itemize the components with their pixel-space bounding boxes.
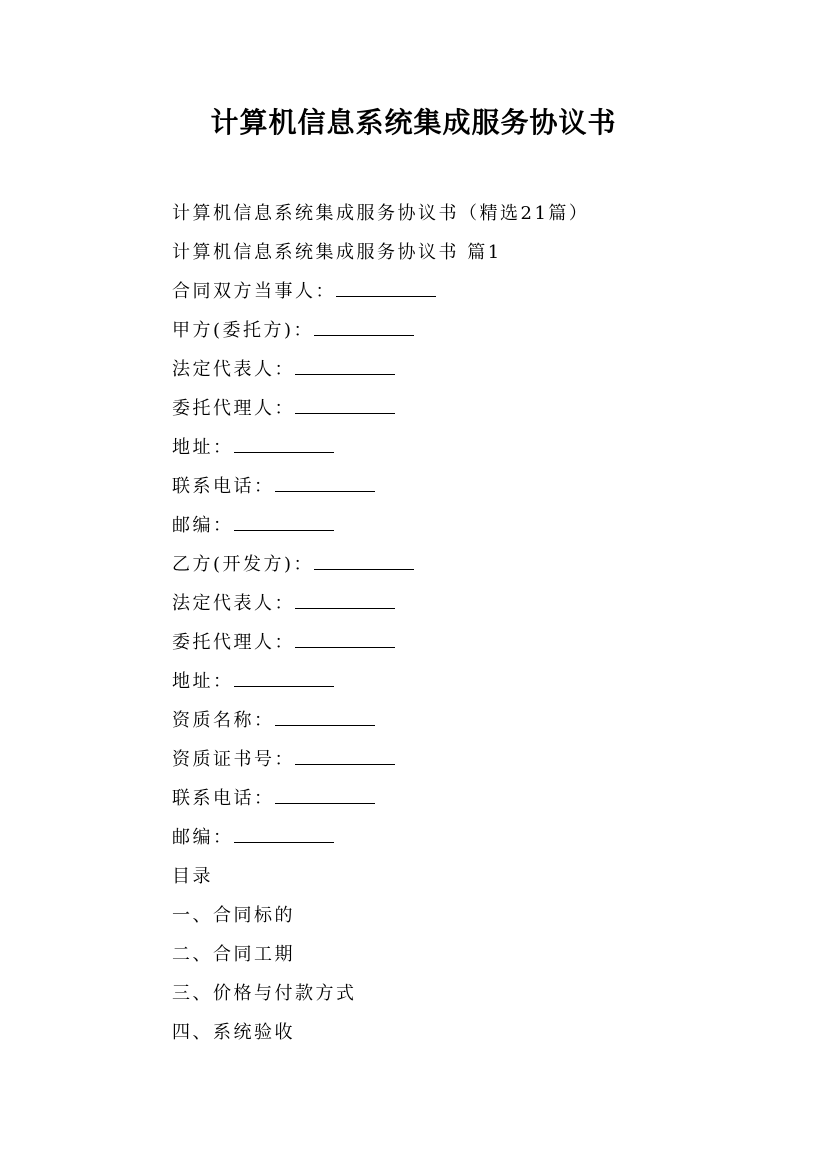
fill-blank xyxy=(275,791,375,804)
fill-blank xyxy=(275,479,375,492)
party-a-phone-field xyxy=(172,467,792,506)
field-label: 联系电话： xyxy=(172,476,275,497)
party-a-field xyxy=(172,311,792,350)
fill-blank xyxy=(234,674,334,687)
toc-item xyxy=(172,974,792,1013)
field-label: 资质证书号： xyxy=(172,749,295,770)
party-b-address-field xyxy=(172,662,792,701)
section-heading xyxy=(172,233,792,272)
toc-heading xyxy=(172,857,792,896)
party-a-agent-field xyxy=(172,389,792,428)
toc-item-text: 一、合同标的 xyxy=(172,905,295,926)
section-heading-text: 计算机信息系统集成服务协议书 篇1 xyxy=(172,242,502,263)
party-b-agent-field xyxy=(172,623,792,662)
field-label: 委托代理人： xyxy=(172,632,295,653)
field-label: 合同双方当事人： xyxy=(172,281,336,302)
fill-blank xyxy=(314,323,414,336)
party-a-legal-rep-field xyxy=(172,350,792,389)
field-label: 法定代表人： xyxy=(172,593,295,614)
field-label: 邮编： xyxy=(172,515,234,536)
field-label: 乙方(开发方)： xyxy=(172,554,315,575)
fill-blank xyxy=(234,830,334,843)
fill-blank xyxy=(295,752,395,765)
party-b-field xyxy=(172,545,792,584)
fill-blank xyxy=(295,596,395,609)
toc-item-text: 二、合同工期 xyxy=(172,944,295,965)
toc-item xyxy=(172,935,792,974)
party-b-postcode-field xyxy=(172,818,792,857)
fill-blank xyxy=(275,713,375,726)
document-title: 计算机信息系统集成服务协议书 xyxy=(210,106,617,139)
field-label: 甲方(委托方)： xyxy=(172,320,315,341)
field-label: 法定代表人： xyxy=(172,359,295,380)
toc-item xyxy=(172,1013,792,1052)
fill-blank xyxy=(295,362,395,375)
field-label: 资质名称： xyxy=(172,710,275,731)
parties-field xyxy=(172,272,792,311)
toc-item xyxy=(172,896,792,935)
toc-heading-text: 目录 xyxy=(172,866,213,887)
field-label: 委托代理人： xyxy=(172,398,295,419)
collection-heading-text: 计算机信息系统集成服务协议书（精选21篇） xyxy=(172,203,590,224)
fill-blank xyxy=(295,401,395,414)
party-b-phone-field xyxy=(172,779,792,818)
party-b-certificate-no-field xyxy=(172,740,792,779)
fill-blank xyxy=(234,440,334,453)
fill-blank xyxy=(314,557,414,570)
document-body xyxy=(172,194,792,1052)
fill-blank xyxy=(336,284,436,297)
party-b-legal-rep-field xyxy=(172,584,792,623)
party-a-address-field xyxy=(172,428,792,467)
toc-item-text: 四、系统验收 xyxy=(172,1022,295,1043)
party-a-postcode-field xyxy=(172,506,792,545)
collection-heading xyxy=(172,194,792,233)
party-b-qualification-name-field xyxy=(172,701,792,740)
fill-blank xyxy=(295,635,395,648)
field-label: 联系电话： xyxy=(172,788,275,809)
field-label: 地址： xyxy=(172,437,234,458)
fill-blank xyxy=(234,518,334,531)
field-label: 地址： xyxy=(172,671,234,692)
toc-item-text: 三、价格与付款方式 xyxy=(172,983,357,1004)
field-label: 邮编： xyxy=(172,827,234,848)
